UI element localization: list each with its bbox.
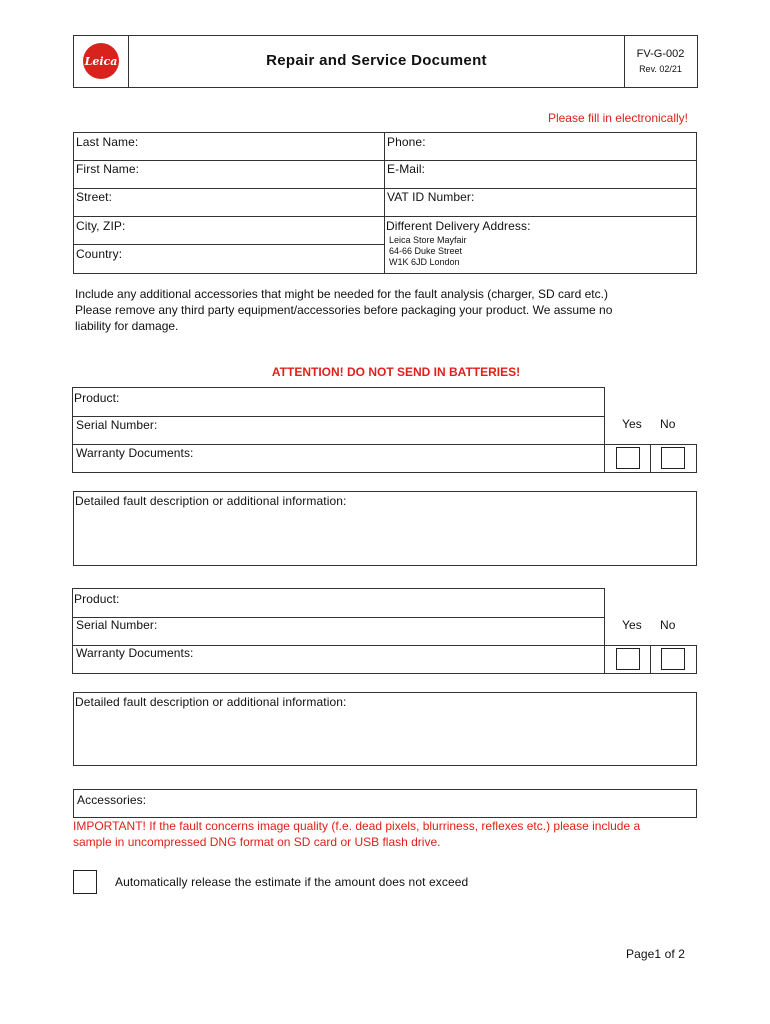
city-zip-field[interactable]	[74, 217, 384, 244]
leica-logo	[83, 43, 119, 79]
warranty-yes-checkbox[interactable]	[616, 648, 640, 670]
email-field[interactable]	[385, 161, 696, 188]
image-quality-notice	[73, 818, 703, 850]
warranty-yes-checkbox[interactable]	[616, 447, 640, 469]
street-field[interactable]	[74, 189, 384, 216]
product-field[interactable]	[73, 388, 604, 416]
page-title: Repair and Service Document	[266, 52, 487, 69]
image-quality-notice-line: IMPORTANT! If the fault concerns image quality (f.e. dead pixels, blurriness, reflexes etc.) please include a	[73, 819, 641, 833]
yes-label: Yes	[622, 618, 642, 632]
no-label: No	[660, 618, 676, 632]
email-label: E-Mail:	[387, 162, 426, 176]
image-quality-notice-line: sample in uncompressed DNG format on SD card or USB flash drive.	[73, 835, 441, 849]
document-revision: Rev. 02/21	[639, 64, 682, 74]
product-row-line	[605, 673, 697, 674]
accessories-label: Accessories:	[77, 793, 147, 807]
product-label: Product:	[74, 592, 120, 606]
warranty-no-checkbox[interactable]	[661, 447, 685, 469]
warranty-documents-row	[73, 646, 604, 673]
city-zip-label: City, ZIP:	[76, 219, 126, 233]
battery-warning: ATTENTION! DO NOT SEND IN BATTERIES!	[271, 365, 521, 379]
product-label: Product:	[74, 391, 120, 405]
serial-number-field[interactable]	[73, 417, 604, 444]
fill-electronically-notice: Please fill in electronically!	[547, 111, 688, 125]
delivery-address-field[interactable]	[385, 217, 696, 273]
last-name-field[interactable]	[74, 133, 384, 160]
vat-id-field[interactable]	[385, 189, 696, 216]
first-name-label: First Name:	[76, 162, 140, 176]
warranty-documents-row	[73, 445, 604, 472]
no-label: No	[660, 417, 676, 431]
instructions-text	[75, 286, 695, 334]
fault-description-label: Detailed fault description or additional information:	[75, 494, 347, 508]
warranty-documents-label: Warranty Documents:	[76, 646, 194, 660]
warranty-documents-label: Warranty Documents:	[76, 446, 194, 460]
product-row-line	[650, 444, 651, 473]
last-name-label: Last Name:	[76, 135, 139, 149]
auto-release-checkbox[interactable]	[73, 870, 97, 894]
delivery-address-label: Different Delivery Address:	[386, 219, 531, 233]
instructions-line: Include any additional accessories that might be needed for the fault analysis (charger, SD card etc.)	[75, 287, 608, 301]
page-number: Page1 of 2	[626, 947, 686, 961]
delivery-address-line: W1K 6JD London	[389, 257, 460, 267]
product-row-line	[605, 472, 697, 473]
country-label: Country:	[76, 247, 123, 261]
serial-number-field[interactable]	[73, 618, 604, 645]
fault-description-field[interactable]	[73, 491, 697, 566]
country-field[interactable]	[74, 245, 384, 273]
auto-release-label: Automatically release the estimate if the amount does not exceed	[115, 875, 469, 889]
fault-description-field[interactable]	[73, 692, 697, 766]
instructions-line: Please remove any third party equipment/accessories before packaging your product. We assume no	[75, 303, 613, 317]
delivery-address-line: 64-66 Duke Street	[389, 246, 463, 256]
vat-id-label: VAT ID Number:	[387, 190, 475, 204]
product-row-line	[696, 645, 697, 674]
first-name-field[interactable]	[74, 161, 384, 188]
instructions-line: liability for damage.	[75, 319, 179, 333]
product-row-line	[650, 645, 651, 674]
serial-number-label: Serial Number:	[76, 418, 158, 432]
phone-field[interactable]	[385, 133, 696, 160]
warranty-no-checkbox[interactable]	[661, 648, 685, 670]
phone-label: Phone:	[387, 135, 426, 149]
street-label: Street:	[76, 190, 113, 204]
delivery-address-line: Leica Store Mayfair	[389, 235, 467, 245]
document-code: FV-G-002	[636, 48, 685, 60]
accessories-field[interactable]	[73, 789, 697, 818]
fault-description-label: Detailed fault description or additional information:	[75, 695, 347, 709]
yes-label: Yes	[622, 417, 642, 431]
serial-number-label: Serial Number:	[76, 618, 158, 632]
leica-logo-text: Leica	[84, 54, 118, 68]
product-row-line	[696, 444, 697, 473]
header-divider	[624, 35, 625, 88]
product-field[interactable]	[73, 589, 604, 617]
